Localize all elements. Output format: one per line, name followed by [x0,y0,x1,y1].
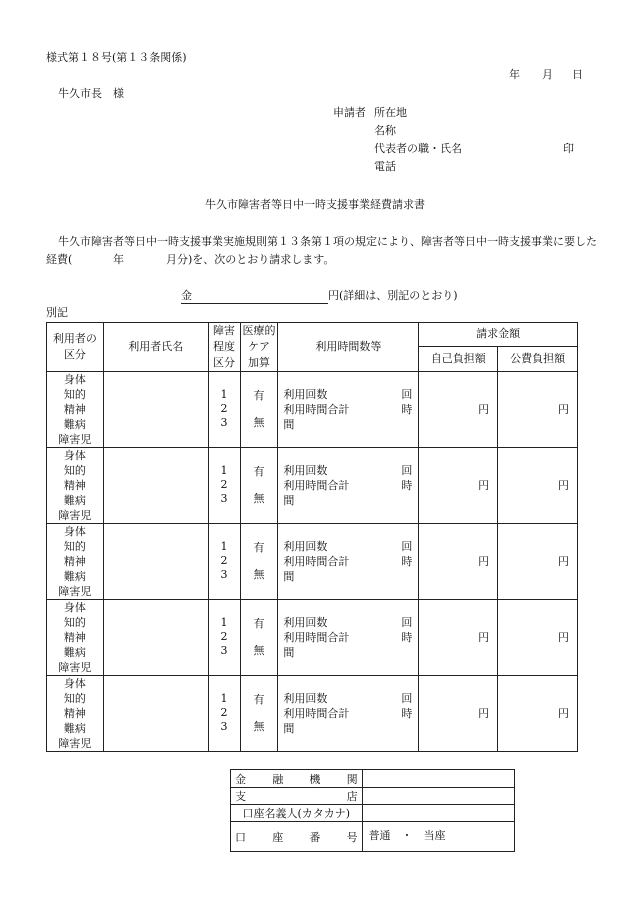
care-no-option: 無 [253,492,265,506]
account-holder-label: 口座名義人(カタカナ) [231,805,363,822]
medical-care-cell [240,371,278,447]
usage-hours-unit: 時間 [283,630,413,659]
usage-hours-unit: 時間 [283,402,413,431]
usage-count-label: 利用回数 [283,463,328,477]
user-name-cell[interactable] [103,675,208,751]
usage-count-label: 利用回数 [283,615,328,629]
category-option: 難病 [63,417,86,431]
degree-option: 2 [220,554,228,568]
degree-option: 1 [220,540,228,554]
usage-cell [278,675,419,751]
amount-prefix: 金 [181,289,192,302]
table-row [47,675,578,751]
medical-care-cell [240,447,278,523]
user-name-cell[interactable] [103,523,208,599]
user-category-cell [47,599,104,675]
header-user-name: 利用者氏名 [103,323,208,372]
billing-table [46,322,578,752]
header-category: 利用者の 区分 [47,323,104,372]
usage-count-unit: 回 [401,615,413,629]
usage-count-unit: 回 [401,387,413,401]
user-name-cell[interactable] [103,447,208,523]
usage-count-label: 利用回数 [283,387,328,401]
medical-care-cell [240,675,278,751]
bank-institution-label [231,770,363,788]
amount-underline [181,303,328,304]
category-option: 精神 [63,554,86,568]
care-yes-option: 有 [253,465,265,479]
disability-degree-cell [208,371,240,447]
label-char: 番 [309,830,321,844]
category-option: 知的 [63,387,86,401]
category-option: 身体 [63,600,86,614]
amount-suffix: 円(詳細は、別記のとおり) [328,289,458,302]
category-option: 難病 [63,645,86,659]
usage-hours-label: 利用時間合計 [283,630,350,644]
usage-hours-unit: 時間 [283,706,413,735]
medical-care-cell [240,523,278,599]
applicant-heading: 申請者 [333,106,366,119]
degree-option: 3 [220,492,228,506]
body-line-2-prefix: 経費( [46,253,73,266]
header-billing: 請求金額 [419,323,578,347]
category-option: 身体 [63,372,86,386]
user-category-cell [47,675,104,751]
label-char: 店 [346,790,358,803]
usage-hours-label: 利用時間合計 [283,554,350,568]
header-self-pay: 自己負担額 [419,346,498,371]
care-yes-option: 有 [253,617,265,631]
label-char: 座 [272,830,284,844]
category-option: 障害児 [58,584,92,598]
header-usage: 利用時間数等 [278,323,419,372]
bank-info-table [230,769,515,852]
usage-cell [278,599,419,675]
degree-option: 3 [220,568,228,582]
label-char: 支 [235,790,246,803]
public-pay-cell[interactable]: 円 [498,675,578,751]
category-option: 難病 [63,569,86,583]
body-line-1: 牛久市障害者等日中一時支援事業実施規則第１３条第１項の規定により、障害者等日中一時支援事業に要した [58,235,597,248]
header-public-pay: 公費負担額 [498,346,578,371]
account-holder-value[interactable] [362,805,514,822]
degree-option: 1 [220,692,228,706]
header-medical-care: 医療的 ケア 加算 [240,323,278,372]
self-pay-cell[interactable]: 円 [419,447,498,523]
category-option: 難病 [63,493,86,507]
applicant-representative-label: 代表者の職・氏名 [374,142,462,155]
category-option: 精神 [63,402,86,416]
degree-option: 2 [220,478,228,492]
public-pay-cell[interactable]: 円 [498,371,578,447]
degree-option: 3 [220,644,228,658]
date-month: 月 [542,68,553,81]
usage-cell [278,523,419,599]
disability-degree-cell [208,675,240,751]
form-number: 様式第１８号(第１３条関係) [46,51,187,64]
disability-degree-cell [208,523,240,599]
self-pay-cell[interactable]: 円 [419,599,498,675]
applicant-address-label: 所在地 [374,106,407,119]
care-no-option: 無 [253,568,265,582]
category-option: 障害児 [58,736,92,750]
care-no-option: 無 [253,416,265,430]
usage-count-label: 利用回数 [283,539,328,553]
degree-option: 3 [220,416,228,430]
degree-option: 3 [220,720,228,734]
category-option: 精神 [63,478,86,492]
bank-branch-label [231,788,363,805]
user-name-cell[interactable] [103,371,208,447]
body-line-2-year: 年 [113,253,124,266]
applicant-name-label: 名称 [374,124,396,137]
table-row [47,523,578,599]
category-option: 知的 [63,691,86,705]
disability-degree-cell [208,599,240,675]
user-name-cell[interactable] [103,599,208,675]
usage-cell [278,371,419,447]
header-disability-degree: 障害 程度 区分 [208,323,240,372]
degree-option: 1 [220,616,228,630]
self-pay-cell[interactable]: 円 [419,371,498,447]
label-char: 関 [346,772,358,786]
usage-hours-unit: 時間 [283,478,413,507]
usage-count-unit: 回 [401,463,413,477]
care-no-option: 無 [253,644,265,658]
label-char: 号 [346,830,358,844]
degree-option: 2 [220,402,228,416]
bank-institution-value[interactable] [362,770,514,788]
category-option: 精神 [63,630,86,644]
usage-count-unit: 回 [401,691,413,705]
category-option: 障害児 [58,508,92,522]
label-char: 融 [272,772,284,786]
care-yes-option: 有 [253,389,265,403]
table-row [47,599,578,675]
care-yes-option: 有 [253,541,265,555]
category-option: 知的 [63,539,86,553]
body-line-2-suffix: 月分)を、次のとおり請求します。 [166,253,335,266]
category-option: 精神 [63,706,86,720]
usage-hours-label: 利用時間合計 [283,478,350,492]
seal-mark: 印 [563,142,574,155]
usage-count-label: 利用回数 [283,691,328,705]
category-option: 身体 [63,524,86,538]
category-option: 知的 [63,463,86,477]
public-pay-cell[interactable]: 円 [498,523,578,599]
disability-degree-cell [208,447,240,523]
category-option: 障害児 [58,432,92,446]
medical-care-cell [240,599,278,675]
user-category-cell [47,371,104,447]
usage-cell [278,447,419,523]
usage-hours-label: 利用時間合計 [283,706,350,720]
usage-hours-label: 利用時間合計 [283,402,350,416]
label-char: 口 [235,830,246,844]
category-option: 障害児 [58,660,92,674]
category-option: 知的 [63,615,86,629]
label-char: 金 [235,772,246,786]
usage-hours-unit: 時間 [283,554,413,583]
self-pay-cell[interactable]: 円 [419,523,498,599]
degree-option: 2 [220,630,228,644]
label-char: 機 [309,772,321,786]
table-row [47,371,578,447]
user-category-cell [47,447,104,523]
public-pay-cell[interactable]: 円 [498,599,578,675]
care-yes-option: 有 [253,693,265,707]
user-category-cell [47,523,104,599]
table-row [47,447,578,523]
account-type-value: 普通 ・ 当座 [362,822,514,852]
category-option: 身体 [63,676,86,690]
account-number-label [231,822,363,852]
category-option: 身体 [63,448,86,462]
public-pay-cell[interactable]: 円 [498,447,578,523]
date-day: 日 [572,68,583,81]
self-pay-cell[interactable]: 円 [419,675,498,751]
addressee: 牛久市長 様 [58,87,124,100]
usage-count-unit: 回 [401,539,413,553]
document-title: 牛久市障害者等日中一時支援事業経費請求書 [205,198,425,211]
care-no-option: 無 [253,720,265,734]
bank-branch-value[interactable] [362,788,514,805]
degree-option: 1 [220,388,228,402]
applicant-phone-label: 電話 [374,160,396,173]
degree-option: 2 [220,706,228,720]
date-year: 年 [509,68,520,81]
degree-option: 1 [220,464,228,478]
attachment-label: 別記 [46,306,68,319]
category-option: 難病 [63,721,86,735]
